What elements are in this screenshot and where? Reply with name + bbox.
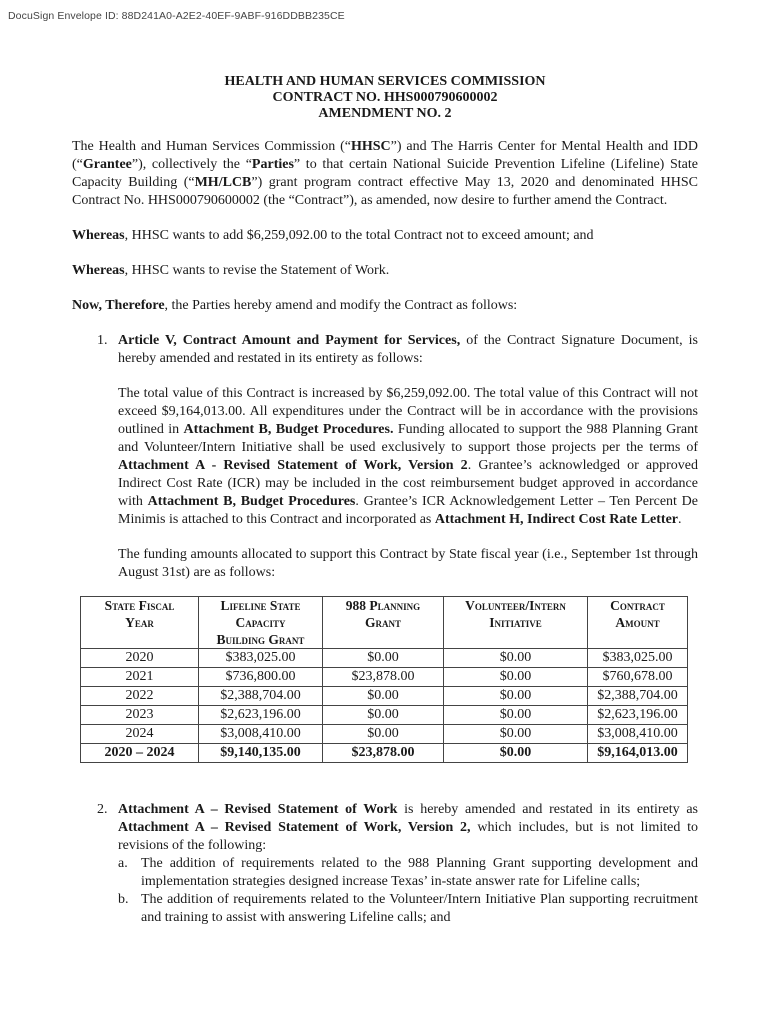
table-cell: $0.00 [323, 725, 444, 744]
header-988-planning-grant: 988 Planning Grant [323, 597, 444, 649]
whereas-paragraph-1: Whereas, HHSC wants to add $6,259,092.00 to the total Contract not to exceed amount; and [72, 228, 594, 243]
table-cell: $760,678.00 [588, 668, 688, 687]
table-cell: $2,623,196.00 [199, 706, 323, 725]
sub-item-b: b. The addition of requirements related to the Volunteer/Intern Initiative Plan supporting recruitment and training to assist with answering Lifeline calls; and [118, 892, 698, 925]
table-cell: $3,008,410.00 [588, 725, 688, 744]
title-line-2: CONTRACT NO. HHS000790600002 [272, 90, 498, 105]
table-cell: $383,025.00 [588, 649, 688, 668]
header-volunteer-intern: Volunteer/Intern Initiative [444, 597, 588, 649]
amendment-item-2: 2. Attachment A – Revised Statement of Work is hereby amended and restated in its entirety as Attachment A – Revised Statement of Work, Version 2, which includes, but is not limited to revisions of the following: [97, 802, 698, 853]
header-lifeline-grant: Lifeline State Capacity Building Grant [199, 597, 323, 649]
table-cell: $9,140,135.00 [199, 744, 323, 763]
title-line-1: HEALTH AND HUMAN SERVICES COMMISSION [224, 74, 546, 89]
table-cell: 2022 [81, 687, 199, 706]
whereas-paragraph-2: Whereas, HHSC wants to revise the Statement of Work. [72, 263, 390, 278]
table-cell: $0.00 [444, 668, 588, 687]
table-cell: $0.00 [323, 649, 444, 668]
funding-table-header [81, 597, 688, 649]
table-cell: $0.00 [444, 649, 588, 668]
table-cell: $0.00 [323, 706, 444, 725]
table-cell: 2020 [81, 649, 199, 668]
table-cell: $0.00 [444, 687, 588, 706]
table-cell: $23,878.00 [323, 744, 444, 763]
document-title [72, 74, 698, 122]
table-cell: $2,388,704.00 [199, 687, 323, 706]
docusign-envelope-id: DocuSign Envelope ID: 88D241A0-A2E2-40EF-9ABF-916DDBB235CE [8, 10, 345, 22]
title-line-3: AMENDMENT NO. 2 [318, 106, 452, 121]
table-cell: 2023 [81, 706, 199, 725]
document-page [72, 74, 698, 927]
table-cell: $383,025.00 [199, 649, 323, 668]
table-cell: $2,623,196.00 [588, 706, 688, 725]
table-row [81, 687, 688, 706]
table-cell: 2021 [81, 668, 199, 687]
now-therefore-paragraph: Now, Therefore, the Parties hereby amend and modify the Contract as follows: [72, 298, 518, 313]
table-cell: $736,800.00 [199, 668, 323, 687]
table-cell: $0.00 [444, 725, 588, 744]
table-total-row [81, 744, 688, 763]
contract-value-paragraph: The total value of this Contract is increased by $6,259,092.00. The total value of this Contract will not exceed $9,164,013.00. All expenditures under the Contract will be in accordance with the provisions outlined in Attachment B, Budget Procedures. Funding allocated to support the 988 Planning Grant and Volunteer/Intern Initiative shall be used exclusively to support those projects per the terms of Attachment A - Revised Statement of Work, Version 2. Grantee’s acknowledged or approved Indirect Cost Rate (ICR) may be included in the cost reimbursement budget approved in accordance with Attachment B, Budget Procedures. Grantee’s ICR Acknowledgement Letter – Ten Percent De Minimis is attached to this Contract and incorporated as Attachment H, Indirect Cost Rate Letter. [118, 386, 698, 527]
sub-item-a: a. The addition of requirements related to the 988 Planning Grant supporting development and implementation strategies designed increase Texas’ in-state answer rate for Lifeline calls; [118, 856, 698, 889]
table-cell: $9,164,013.00 [588, 744, 688, 763]
table-cell: $0.00 [444, 706, 588, 725]
table-row [81, 668, 688, 687]
table-cell: $3,008,410.00 [199, 725, 323, 744]
table-row [81, 725, 688, 744]
intro-paragraph: The Health and Human Services Commission (“HHSC”) and The Harris Center for Mental Health and IDD (“Grantee”), collectively the “Parties” to that certain National Suicide Prevention Lifeline (Lifeline) State Capacity Building (“MH/LCB”) grant program contract effective May 13, 2020 and denominated HHSC Contract No. HHS000790600002 (the “Contract”), as amended, now desire to further amend the Contract. [72, 139, 698, 208]
table-row [81, 649, 688, 668]
header-contract-amount: Contract Amount [588, 597, 688, 649]
table-cell: $0.00 [323, 687, 444, 706]
table-cell: 2020 – 2024 [81, 744, 199, 763]
funding-table [80, 596, 688, 763]
table-cell: $23,878.00 [323, 668, 444, 687]
table-cell: $0.00 [444, 744, 588, 763]
header-state-fiscal-year: State Fiscal Year [81, 597, 199, 649]
amendment-item-1: 1. Article V, Contract Amount and Payment for Services, of the Contract Signature Document, is hereby amended and restated in its entirety as follows: [97, 333, 698, 366]
table-cell: $2,388,704.00 [588, 687, 688, 706]
table-row [81, 706, 688, 725]
funding-amounts-paragraph: The funding amounts allocated to support this Contract by State fiscal year (i.e., September 1st through August 31st) are as follows: [118, 547, 698, 580]
table-cell: 2024 [81, 725, 199, 744]
